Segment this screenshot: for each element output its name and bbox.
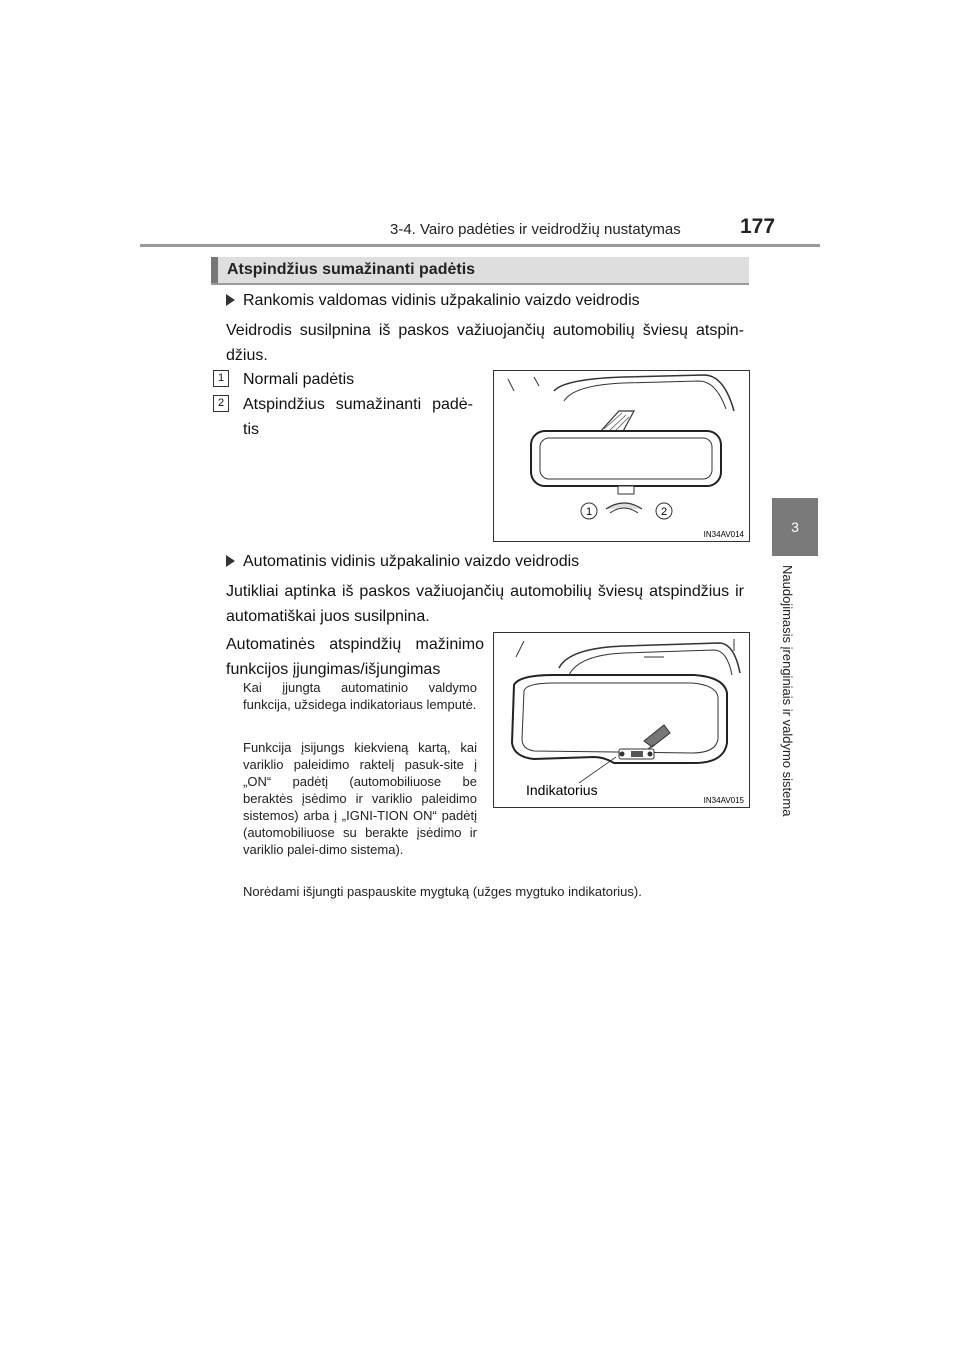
bullet-triangle-icon xyxy=(226,294,235,306)
page-number: 177 xyxy=(740,215,776,238)
auto-mirror-illustration xyxy=(494,633,749,807)
bullet-triangle-icon xyxy=(226,555,235,567)
header-divider xyxy=(140,244,820,247)
section-heading xyxy=(211,257,749,285)
chapter-tab: 3 xyxy=(772,498,818,556)
toggle-title: Automatinės atspindžių mažinimo funkcijos įjungimas/išjungimas xyxy=(226,636,484,678)
callout-1: 1 xyxy=(585,506,593,518)
figure-code: IN34AV014 xyxy=(703,530,744,539)
auto-mirror-heading-text: Automatinis vidinis užpakalinio vaizdo veidrodis xyxy=(243,553,580,570)
item-label: Atspindžius sumažinanti padė-tis xyxy=(243,396,473,438)
chapter-side-label-text: Naudojimasis įrenginiais ir valdymo sistema xyxy=(780,565,795,817)
note-activation: Funkcija įsijungs kiekvieną kartą, kai variklio paleidimo raktelį pasuk-site į „ON“ padėtį (automobiliuose be beraktės įsėdimo ir variklio paleidimo sistemos) arba į „IGNI-TION ON“ padėtį (automobiliuose su berakte įsėdimo ir variklio palei-dimo sistema). xyxy=(243,740,477,857)
note-deactivate: Norėdami išjungti paspauskite mygtuką (užges mygtuko indikatorius). xyxy=(243,884,642,899)
chapter-side-label xyxy=(780,565,814,855)
item-label: Normali padėtis xyxy=(243,371,355,388)
indicator-label: Indikatorius xyxy=(526,782,598,798)
auto-mirror-heading xyxy=(226,553,579,571)
chapter-title: 3-4. Vairo padėties ir veidrodžių nustatymas xyxy=(390,221,681,238)
manual-mirror-description: Veidrodis susilpnina iš paskos važiuojančių automobilių šviesų atspin-džius. xyxy=(226,322,744,364)
auto-mirror-figure xyxy=(493,632,750,808)
figure-code: IN34AV015 xyxy=(703,796,744,805)
auto-mirror-description: Jutikliai aptinka iš paskos važiuojančių automobilių šviesų atspindžius ir automatiškai juos susilpnina. xyxy=(226,583,744,625)
manual-mirror-heading-text: Rankomis valdomas vidinis užpakalinio vaizdo veidrodis xyxy=(243,292,640,309)
manual-mirror-illustration xyxy=(494,371,749,541)
manual-mirror-figure xyxy=(493,370,750,542)
manual-mirror-heading xyxy=(226,292,640,310)
item-number-badge: 1 xyxy=(213,370,229,387)
note-indicator: Kai įjungta automatinio valdymo funkcija, užsidega indikatoriaus lemputė. xyxy=(243,680,477,712)
item-number-badge: 2 xyxy=(213,395,229,412)
callout-2: 2 xyxy=(660,506,668,518)
section-title: Atspindžius sumažinanti padėtis xyxy=(227,261,476,278)
